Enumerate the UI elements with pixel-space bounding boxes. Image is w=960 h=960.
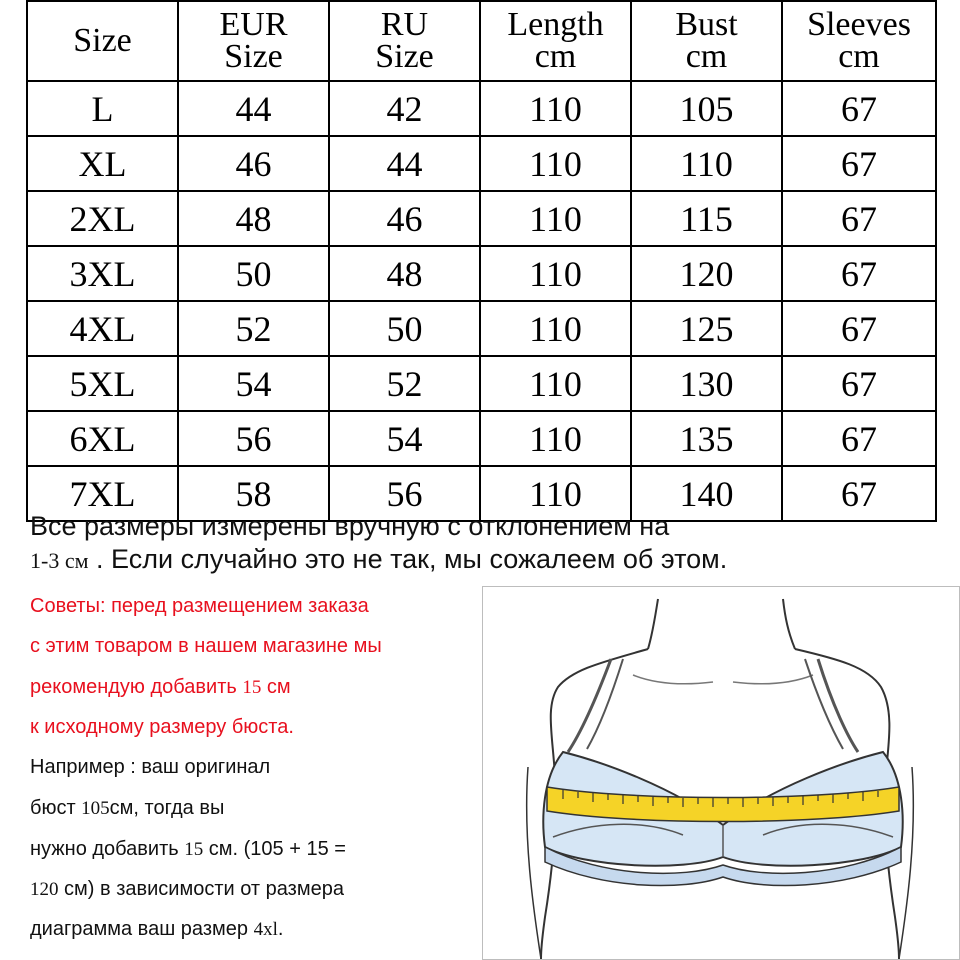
cell-size: 3XL (27, 246, 178, 301)
tip-red-line: с этим товаром в нашем магазине мы (30, 635, 382, 657)
cell-sleeves: 67 (782, 191, 936, 246)
cell-eur-size: 52 (178, 301, 329, 356)
header-sleeves: Sleeves cm (782, 1, 936, 81)
example-line: диаграмма ваш размер 4xl. (30, 918, 284, 940)
example-line: бюст 105см, тогда вы (30, 797, 225, 819)
cell-sleeves: 67 (782, 411, 936, 466)
cell-bust: 130 (631, 356, 782, 411)
cell-sleeves: 67 (782, 466, 936, 521)
header-eur-size: EUR Size (178, 1, 329, 81)
cell-ru-size: 46 (329, 191, 480, 246)
cell-size: 5XL (27, 356, 178, 411)
tip-red-line: рекомендую добавить 15 см (30, 676, 291, 698)
cell-size: 6XL (27, 411, 178, 466)
header-size: Size (27, 1, 178, 81)
measurement-note-line1: Все размеры измерены вручную с отклонением на (30, 511, 670, 541)
cell-size: 2XL (27, 191, 178, 246)
cell-sleeves: 67 (782, 81, 936, 136)
cell-ru-size: 54 (329, 411, 480, 466)
cell-length: 110 (480, 136, 631, 191)
cell-bust: 105 (631, 81, 782, 136)
measurement-note-line2: 1-3 см . Если случайно это не так, мы сожалеем об этом. (30, 544, 728, 574)
table-row (27, 136, 936, 191)
cell-size: L (27, 81, 178, 136)
cell-size: XL (27, 136, 178, 191)
cell-size: 7XL (27, 466, 178, 521)
table-row (27, 81, 936, 136)
table-row (27, 356, 936, 411)
cell-ru-size: 56 (329, 466, 480, 521)
tip-red-line: к исходному размеру бюста. (30, 716, 294, 738)
bust-measurement-illustration (482, 586, 960, 960)
table-row (27, 411, 936, 466)
cell-ru-size: 42 (329, 81, 480, 136)
cell-length: 110 (480, 191, 631, 246)
size-chart-table (26, 0, 937, 522)
cell-bust: 110 (631, 136, 782, 191)
cell-sleeves: 67 (782, 136, 936, 191)
cell-eur-size: 46 (178, 136, 329, 191)
cell-eur-size: 56 (178, 411, 329, 466)
table-row (27, 301, 936, 356)
cell-bust: 115 (631, 191, 782, 246)
cell-length: 110 (480, 466, 631, 521)
table-row (27, 191, 936, 246)
cell-length: 110 (480, 81, 631, 136)
cell-length: 110 (480, 411, 631, 466)
cell-eur-size: 44 (178, 81, 329, 136)
header-ru-size: RU Size (329, 1, 480, 81)
cell-length: 110 (480, 246, 631, 301)
header-length: Length cm (480, 1, 631, 81)
example-line: 120 см) в зависимости от размера (30, 878, 344, 900)
cell-ru-size: 44 (329, 136, 480, 191)
cell-bust: 135 (631, 411, 782, 466)
cell-sleeves: 67 (782, 246, 936, 301)
cell-eur-size: 54 (178, 356, 329, 411)
cell-sleeves: 67 (782, 301, 936, 356)
cell-eur-size: 48 (178, 191, 329, 246)
example-line: Например : ваш оригинал (30, 756, 271, 778)
cell-sleeves: 67 (782, 356, 936, 411)
tip-red-line: Советы: перед размещением заказа (30, 595, 369, 617)
cell-length: 110 (480, 356, 631, 411)
table-row (27, 246, 936, 301)
example-line: нужно добавить 15 см. (105 + 15 = (30, 838, 346, 860)
cell-ru-size: 48 (329, 246, 480, 301)
cell-bust: 125 (631, 301, 782, 356)
cell-eur-size: 50 (178, 246, 329, 301)
bust-measurement-drawing (483, 587, 959, 959)
cell-bust: 120 (631, 246, 782, 301)
header-bust: Bust cm (631, 1, 782, 81)
cell-length: 110 (480, 301, 631, 356)
cell-eur-size: 58 (178, 466, 329, 521)
cell-bust: 140 (631, 466, 782, 521)
table-header-row (27, 1, 936, 81)
cell-size: 4XL (27, 301, 178, 356)
cell-ru-size: 52 (329, 356, 480, 411)
cell-ru-size: 50 (329, 301, 480, 356)
